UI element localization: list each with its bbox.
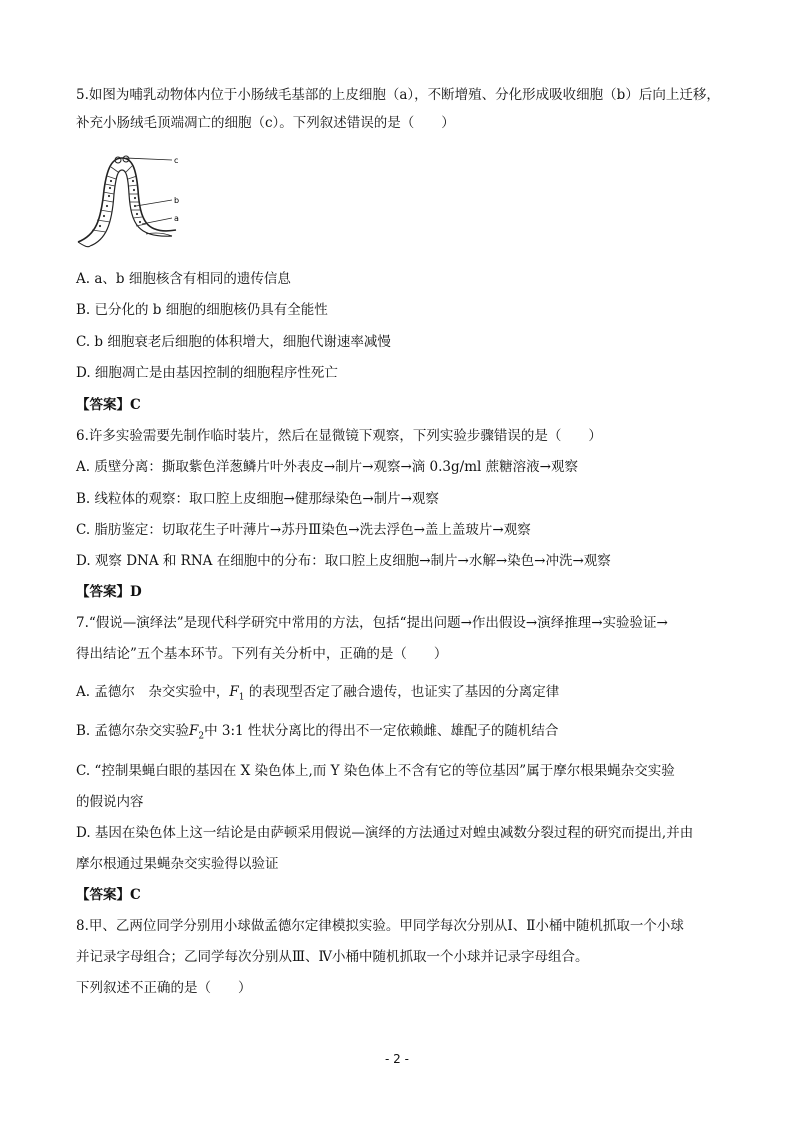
q8-stem-line1: 8.甲、乙两位同学分别用小球做孟德尔定律模拟实验。甲同学每次分别从Ⅰ、Ⅱ小桶中随机抓取一个小球 [76,918,684,934]
q7-option-b-f: F [189,723,199,739]
q5-option-c: C. b 细胞衰老后细胞的体积增大，细胞代谢速率减慢 [76,334,391,350]
q7-option-c-line2: 的假说内容 [76,794,144,810]
q5-answer: 【答案】C [76,397,141,413]
q8-stem-line3: 下列叙述不正确的是（ ） [76,980,252,996]
q5-option-d: D. 细胞凋亡是由基因控制的细胞程序性死亡 [76,365,338,381]
q6-stem: 6.许多实验需要先制作临时装片，然后在显微镜下观察，下列实验步骤错误的是（ ） [76,428,602,444]
q7-option-b-sub: 2 [198,731,205,742]
q6-answer: 【答案】D [76,584,142,600]
q6-option-a: A. 质壁分离：撕取紫色洋葱鳞片叶外表皮→制片→观察→滴 0.3g/ml 蔗糖溶液→观察 [76,459,578,475]
q5-option-b: B. 已分化的 b 细胞的细胞核仍具有全能性 [76,302,328,318]
q7-option-b-post: 中 3:1 性状分离比的得出不一定依赖雌、雄配子的随机结合 [204,723,559,739]
q5-stem-line1: 5.如图为哺乳动物体内位于小肠绒毛基部的上皮细胞（a），不断增殖、分化形成吸收细胞（b）后向上迁移， [76,87,720,103]
q7-option-b-pre: B. 孟德尔杂交实验 [76,723,190,739]
q8-stem-line2: 并记录字母组合；乙同学每次分别从Ⅲ、Ⅳ小桶中随机抓取一个小球并记录字母组合。 [76,949,589,965]
q5-stem-line2: 补充小肠绒毛顶端凋亡的细胞（c）。下列叙述错误的是（ ） [76,115,455,131]
q7-option-a-f: F [229,684,239,700]
q7-option-a-pre: A. 孟德尔 杂交实验中， [76,684,230,700]
label-c: c [174,156,179,165]
q6-option-c: C. 脂肪鉴定：切取花生子叶薄片→苏丹Ⅲ染色→洗去浮色→盖上盖玻片→观察 [76,522,531,538]
q7-option-b [76,722,558,746]
q7-answer: 【答案】C [76,887,141,903]
q7-option-d-line1: D. 基因在染色体上这一结论是由萨顿采用假说—演绎的方法通过对蝗虫减数分裂过程的研究而提出,并由 [76,825,694,841]
q7-option-a-sub: 1 [238,692,245,703]
q7-option-a [76,683,559,707]
q7-option-a-post: 的表现型否定了融合遗传，也证实了基因的分离定律 [244,684,560,700]
q6-option-d: D. 观察 DNA 和 RNA 在细胞中的分布：取口腔上皮细胞→制片→水解→染色→冲洗→观察 [76,553,611,569]
label-a: a [174,214,179,223]
q7-stem-line1: 7.“假说—演绎法”是现代科学研究中常用的方法，包括“提出问题→作出假设→演绎推理→实验验证→ [76,615,668,631]
villus-diagram [76,150,196,250]
q5-option-a: A. a、b 细胞核含有相同的遗传信息 [76,271,291,287]
q7-option-c-line1: C. “控制果蝇白眼的基因在 X 染色体上,而 Y 染色体上不含有它的等位基因”属于摩尔根果蝇杂交实验 [76,763,675,779]
q7-option-d-line2: 摩尔根通过果蝇杂交实验得以验证 [76,856,279,872]
q6-option-b: B. 线粒体的观察：取口腔上皮细胞→健那绿染色→制片→观察 [76,491,439,507]
label-b: b [174,196,180,205]
q7-stem-line2: 得出结论”五个基本环节。下列有关分析中，正确的是（ ） [76,646,448,662]
page-number: - 2 - [385,1052,409,1066]
